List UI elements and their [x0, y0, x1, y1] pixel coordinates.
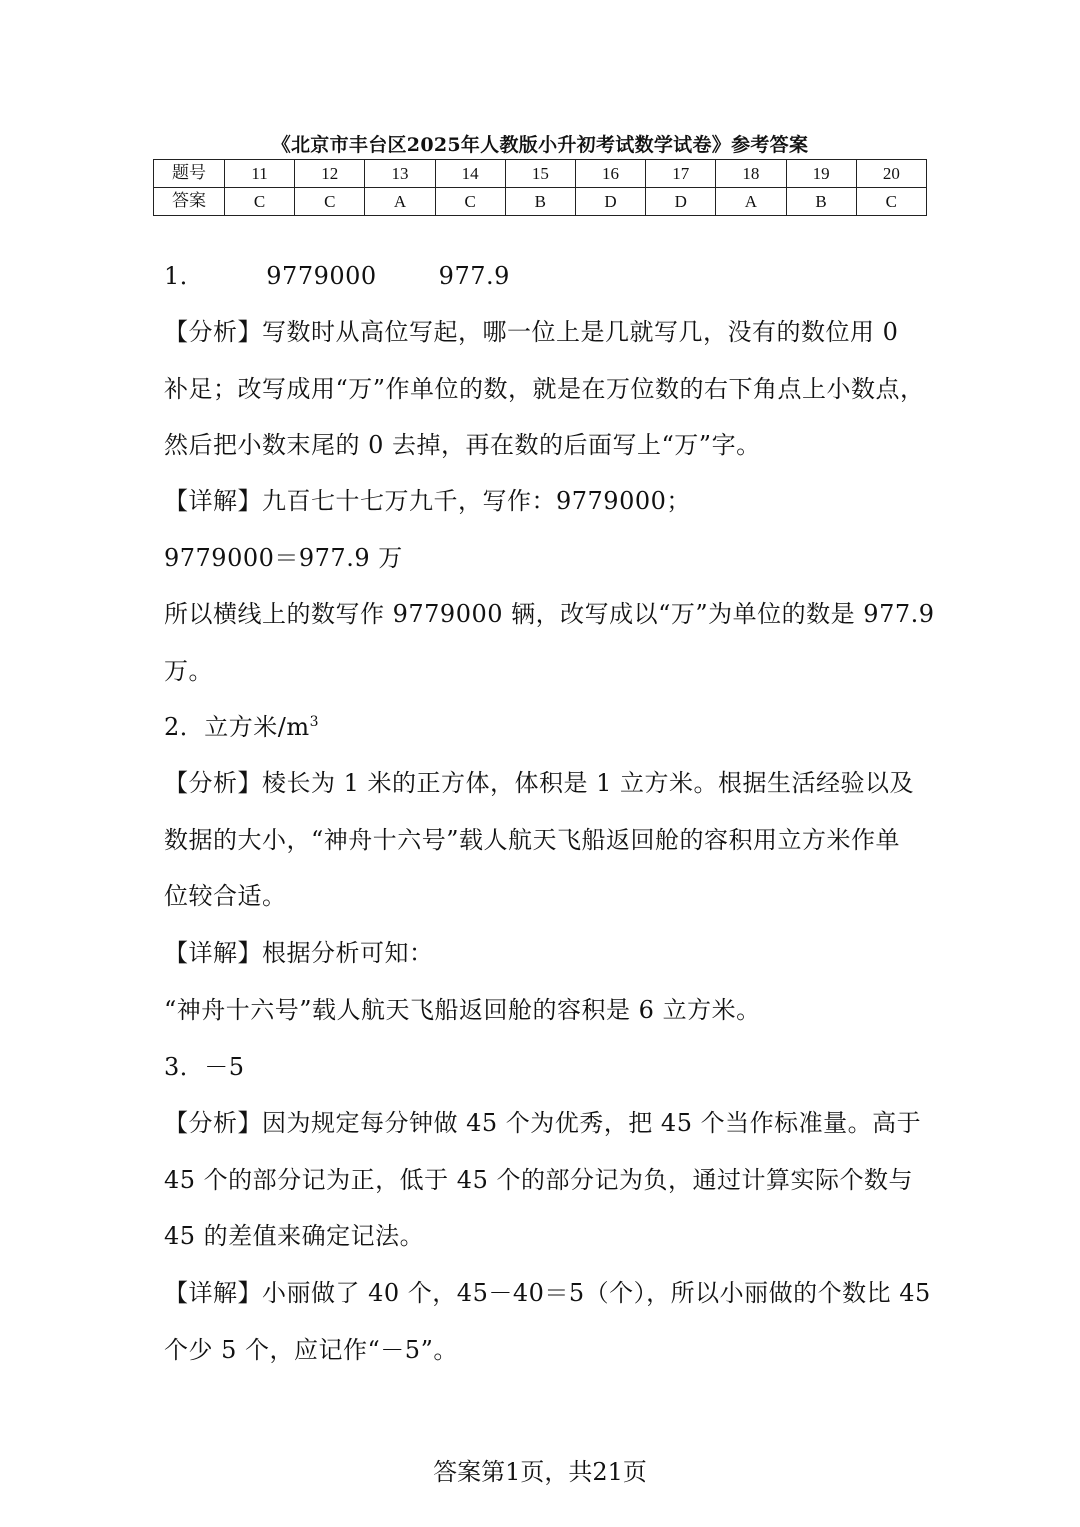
document-title: 《北京市丰台区2025年人教版小升初考试数学试卷》参考答案: [271, 134, 809, 156]
table-cell-answer: D: [646, 188, 716, 216]
q2-analysis-line-3: 位较合适。: [164, 882, 287, 910]
q3-detail-text-1: 小丽做了 40 个，45－40＝5（个），所以小丽做的个数比 45: [262, 1279, 931, 1307]
table-cell-number: 15: [505, 160, 575, 188]
q1-detail-line-3: 所以横线上的数写作 9779000 辆，改写成以“万”为单位的数是 977.9: [164, 600, 935, 628]
table-header-answer: 答案: [154, 188, 225, 216]
table-cell-answer: B: [505, 188, 575, 216]
q3-detail-line-2: 个少 5 个，应记作“－5”。: [164, 1336, 458, 1364]
q3-analysis-text-1: 因为规定每分钟做 45 个为优秀，把 45 个当作标准量。高于: [262, 1109, 922, 1137]
table-cell-number: 20: [856, 160, 926, 188]
table-cell-answer: A: [365, 188, 435, 216]
table-cell-number: 19: [786, 160, 856, 188]
q3-analysis-tag: 【分析】: [164, 1109, 262, 1137]
table-cell-number: 12: [295, 160, 365, 188]
q1-analysis-text-1: 写数时从高位写起，哪一位上是几就写几，没有的数位用 0: [262, 318, 899, 346]
q3-detail-tag: 【详解】: [164, 1279, 262, 1307]
table-cell-answer: D: [575, 188, 645, 216]
q1-detail-line-4: 万。: [164, 657, 213, 685]
table-cell-number: 11: [225, 160, 295, 188]
table-cell-answer: C: [856, 188, 926, 216]
table-cell-number: 16: [575, 160, 645, 188]
q2-analysis-line-1: [164, 767, 914, 799]
table-cell-number: 13: [365, 160, 435, 188]
q1-answer-line: [164, 260, 510, 292]
q1-analysis-line-2: 补足；改写成用“万”作单位的数，就是在万位数的右下角点上小数点，: [164, 375, 925, 403]
q2-answer-line: [164, 711, 319, 743]
q1-answer-1: 9779000: [266, 262, 377, 290]
q2-detail-line-2: “神舟十六号”载人航天飞船返回舱的容积是 6 立方米。: [164, 996, 761, 1024]
page-footer: 答案第1页，共21页: [433, 1458, 647, 1486]
answer-table: [153, 159, 927, 216]
q2-detail-text-1: 根据分析可知：: [262, 939, 434, 967]
q2-detail-line-1: [164, 937, 434, 969]
q3-detail-line-1: [164, 1277, 931, 1309]
q2-analysis-text-1: 棱长为 1 米的正方体，体积是 1 立方米。根据生活经验以及: [262, 769, 915, 797]
table-cell-number: 18: [716, 160, 786, 188]
table-cell-number: 14: [435, 160, 505, 188]
q1-detail-text-1: 九百七十七万九千，写作：9779000；: [262, 487, 691, 515]
q3-answer-line: [164, 1051, 245, 1083]
table-cell-number: 17: [646, 160, 716, 188]
q2-answer-superscript: 3: [309, 714, 320, 730]
table-cell-answer: A: [716, 188, 786, 216]
q3-answer: －5: [204, 1053, 245, 1081]
table-cell-answer: B: [786, 188, 856, 216]
table-cell-answer: C: [225, 188, 295, 216]
q3-analysis-line-1: [164, 1107, 921, 1139]
q2-analysis-tag: 【分析】: [164, 769, 262, 797]
q2-number: 2．: [164, 713, 205, 741]
q3-analysis-line-2: 45 个的部分记为正，低于 45 个的部分记为负，通过计算实际个数与: [164, 1166, 913, 1194]
q2-detail-tag: 【详解】: [164, 939, 262, 967]
q1-answer-2: 977.9: [438, 262, 510, 290]
table-cell-answer: C: [295, 188, 365, 216]
q1-detail-tag: 【详解】: [164, 487, 262, 515]
table-row-answers: [154, 188, 927, 216]
q3-number: 3．: [164, 1053, 205, 1081]
q1-analysis-line-3: 然后把小数末尾的 0 去掉，再在数的后面写上“万”字。: [164, 431, 761, 459]
q1-analysis-line-1: [164, 316, 898, 348]
table-cell-answer: C: [435, 188, 505, 216]
q3-analysis-line-3: 45 的差值来确定记法。: [164, 1222, 425, 1250]
table-row-question-numbers: [154, 160, 927, 188]
q2-answer: 立方米/m: [204, 713, 310, 741]
q1-detail-line-1: [164, 485, 691, 517]
table-header-question-number: 题号: [154, 160, 225, 188]
q2-analysis-line-2: 数据的大小，“神舟十六号”载人航天飞船返回舱的容积用立方米作单: [164, 826, 901, 854]
q1-detail-line-2: 9779000＝977.9 万: [164, 544, 403, 572]
q1-analysis-tag: 【分析】: [164, 318, 262, 346]
q1-number: 1．: [164, 262, 205, 290]
